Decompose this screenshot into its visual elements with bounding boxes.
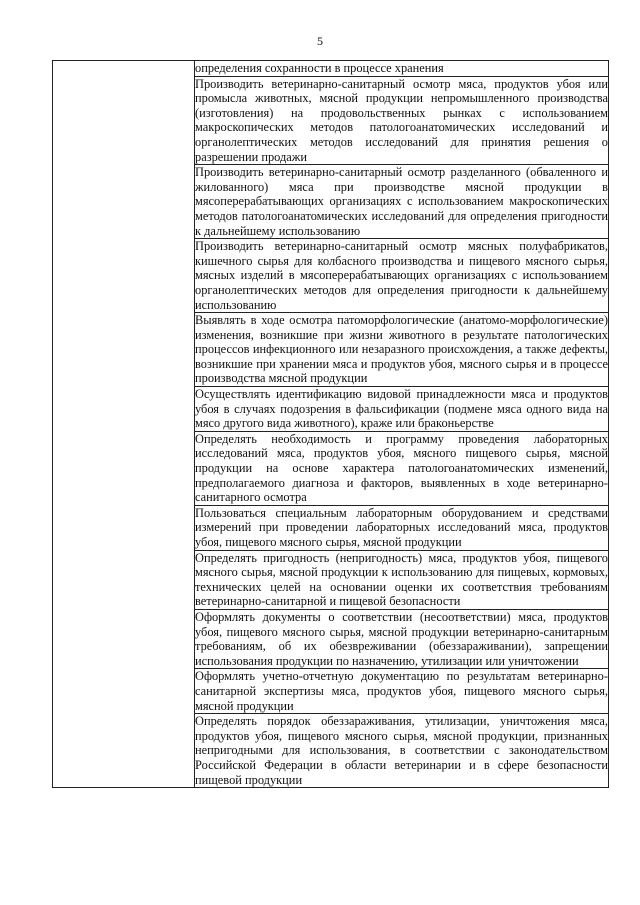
table-row (53, 61, 609, 77)
cell-text: Оформлять учетно-отчетную документацию по результатам ветеринарно-санитарной экспертизы мяса, продуктов убоя, пищевого мясного сырья, мясной продукции (195, 669, 608, 713)
cell-text: Осуществлять идентификацию видовой принадлежности мяса и продуктов убоя в случаях подозрения в фальсификации (подмене мяса одного вида на мясо другого вида животного), краже или браконьерстве (195, 387, 608, 431)
cell-text: Производить ветеринарно-санитарный осмотр мяса, продуктов убоя или промысла животных, мясной продукции непромышленного производства (изготовления) на продовольственных рынках с использованием макроскопических методов патологоанатомических исследований и органолептических методов исследований для принятия решения о разрешении продажи (195, 76, 608, 164)
cell-text: Производить ветеринарно-санитарный осмотр разделанного (обваленного и жилованного) мяса при производстве мясной продукции в мясоперерабатывающих организациях с использованием макроскопических методов патологоанатомических исследований для определения пригодности к дальнейшему использованию (195, 165, 608, 238)
skills-table (52, 60, 609, 788)
cell-text: Определять пригодность (непригодность) мяса, продуктов убоя, пищевого мясного сырья, мясной продукции к использованию для пищевых, кормовых, технических целей на основании оценки их соответствия требованиям ветеринарно-санитарной и пищевой безопасности (195, 550, 608, 609)
table-cell (195, 61, 609, 77)
table-cell (195, 609, 609, 668)
table-cell (195, 505, 609, 550)
cell-text: Выявлять в ходе осмотра патоморфологические (анатомо-морфологические) изменения, возникшие при жизни животного в результате патологических процессов инфекционного или незаразного происхождения, а также дефекты, возникшие при хранении мяса и продуктов убоя, мясного сырья и в процессе производства мясной продукции (195, 313, 608, 386)
left-column-cell (53, 61, 195, 788)
table-cell (195, 714, 609, 788)
skills-table-body (53, 61, 609, 788)
table-cell (195, 550, 609, 609)
page-number: 5 (317, 34, 323, 48)
cell-text: Производить ветеринарно-санитарный осмотр мясных полуфабрикатов, кишечного сырья для колбасного производства и пищевого мясного сырья, мясных изделий в мясоперерабатывающих организациях с использованием органолептических методов для определения пригодности к дальнейшему использованию (195, 239, 608, 312)
table-cell (195, 431, 609, 505)
cell-text: Определять порядок обеззараживания, утилизации, уничтожения мяса, продуктов убоя, пищевого мясного сырья, мясной продукции, признанных непригодными для использования, в соответствии с законодательством Российской Федерации в области ветеринарии и в сфере безопасности пищевой продукции (195, 714, 608, 787)
table-cell (195, 165, 609, 239)
table-cell (195, 669, 609, 714)
cell-text: Оформлять документы о соответствии (несоответствии) мяса, продуктов убоя, пищевого мясного сырья, мясной продукции ветеринарно-санитарным требованиям, об их обезвреживании (обеззараживании), запрещении использования продукции по назначению, утилизации или уничтожении (195, 609, 608, 668)
cell-text: Определять необходимость и программу проведения лабораторных исследований мяса, продуктов убоя, мясного пищевого сырья, мясной продукции на основе характера патологоанатомических изменений, предполагаемого диагноза и факторов, выявленных в ходе ветеринарно-санитарного осмотра (195, 431, 608, 505)
table-cell (195, 387, 609, 432)
table-cell (195, 76, 609, 165)
cell-text: Пользоваться специальным лабораторным оборудованием и средствами измерений при проведении лабораторных исследований мяса, продуктов убоя, пищевого мясного сырья, мясной продукции (195, 505, 608, 549)
cell-text: определения сохранности в процессе хранения (195, 61, 444, 75)
table-cell (195, 239, 609, 313)
table-cell (195, 313, 609, 387)
